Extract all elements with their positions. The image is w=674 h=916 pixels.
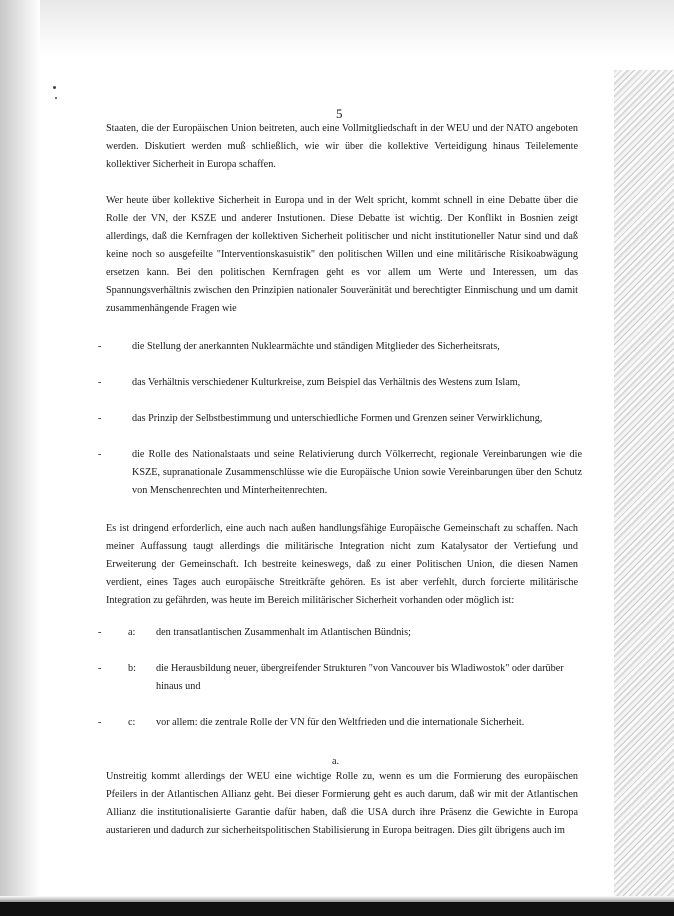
list-item-letter: c:	[128, 717, 136, 728]
scan-noise-right	[614, 70, 674, 916]
paragraph-collective-security: Wer heute über kollektive Sicherheit in Europa und in der Welt spricht, kommt schnell in eine Debatte über die Rolle der VN, der KSZE und anderer Instutionen. Diese Debatte ist wichtig. Der Konflikt in Bosnien zeigt allerdings, daß die Kernfragen der kollektiven Sicherheit politischer und nicht institutioneller Natur sind und daß keine noch so ausgefeilte "Interventionskasuistik" den politischen Willen und eine militärische Risikoabwägung ersetzen kann. Bei den politischen Kernfragen geht es vor allem um Werte und Interessen, um das Spannungsverhältnis zwischen den Prinzipien nationaler Souveränität und berechtigter Einmischung und um damit zusammenhängende Fragen wie	[106, 195, 578, 314]
scan-edge-bottom	[0, 902, 674, 916]
scan-speck	[55, 97, 57, 99]
list-item-text: das Prinzip der Selbstbestimmung und unterschiedliche Formen und Grenzen seiner Verwirklichung,	[132, 413, 543, 424]
list-item-text: die Herausbildung neuer, übergreifender Strukturen "von Vancouver bis Wladiwostok" oder darüber hinaus und	[156, 663, 564, 692]
list-dash: -	[98, 663, 102, 674]
scan-shadow-left	[0, 0, 40, 916]
list-item-letter: b:	[128, 663, 136, 674]
list-item-text: die Stellung der anerkannten Nuklearmächte und ständigen Mitglieder des Sicherheitsrats,	[132, 341, 500, 352]
list-dash: -	[98, 717, 102, 728]
list-dash: -	[98, 341, 102, 352]
list-dash: -	[98, 627, 102, 638]
list-item-text: die Rolle des Nationalstaats und seine Relativierung durch Völkerrecht, regionale Vereinbarungen wie die KSZE, supranationale Zusammenschlüsse wie die Europäische Union sowie Vereinbarungen über den Schutz von Menschenrechten und Minterheitenrechten.	[132, 449, 582, 496]
scan-speck	[53, 86, 56, 89]
paragraph-intro: Staaten, die der Europäischen Union beitreten, auch eine Vollmitgliedschaft in der WEU und der NATO angeboten werden. Diskutiert werden muß schließlich, wie wir über die kollektive Verteidigung hinaus Teilelemente kollektiver Sicherheit in Europa schaffen.	[106, 123, 578, 170]
list-item-text: den transatlantischen Zusammenhalt im Atlantischen Bündnis;	[156, 627, 411, 638]
list-dash: -	[98, 377, 102, 388]
list-item-text: das Verhältnis verschiedener Kulturkreise, zum Beispiel das Verhältnis des Westens zum Islam,	[132, 377, 521, 388]
section-heading: a.	[332, 756, 340, 767]
page-number: 5	[336, 106, 343, 121]
scan-shadow-top	[0, 0, 674, 58]
list-item-text: vor allem: die zentrale Rolle der VN für den Weltfrieden und die internationale Sicherheit.	[156, 717, 525, 728]
list-dash: -	[98, 449, 102, 460]
paragraph-integration: Es ist dringend erforderlich, eine auch nach außen handlungsfähige Europäische Gemeinschaft zu schaffen. Nach meiner Auffassung taugt allerdings die militärische Integration nicht zum Katalysator der Vertiefung und Erweiterung der Gemeinschaft. Ich bestreite keineswegs, daß zu einer Politischen Union, die diesen Namen verdient, eines Tages auch europäische Streitkräfte gehören. Es ist aber verfehlt, durch forcierte militärische Integration zu gefährden, was heute im Bereich militärischer Sicherheit vorhanden oder möglich ist:	[106, 523, 578, 606]
list-dash: -	[98, 413, 102, 424]
list-item-letter: a:	[128, 627, 136, 638]
paragraph-weu: Unstreitig kommt allerdings der WEU eine wichtige Rolle zu, wenn es um die Formierung des europäischen Pfeilers in der Atlantischen Allianz geht. Bei dieser Formierung geht es auch darum, daß wir mit der Atlantischen Allianz die institutionalisierte Garantie dafür haben, daß die USA durch ihre Präsenz die Gewichte in Europa austarieren und dadurch zur sicherheitspolitischen Stabilisierung in Europa beitragen. Dies gilt übrigens auch im	[106, 771, 578, 836]
